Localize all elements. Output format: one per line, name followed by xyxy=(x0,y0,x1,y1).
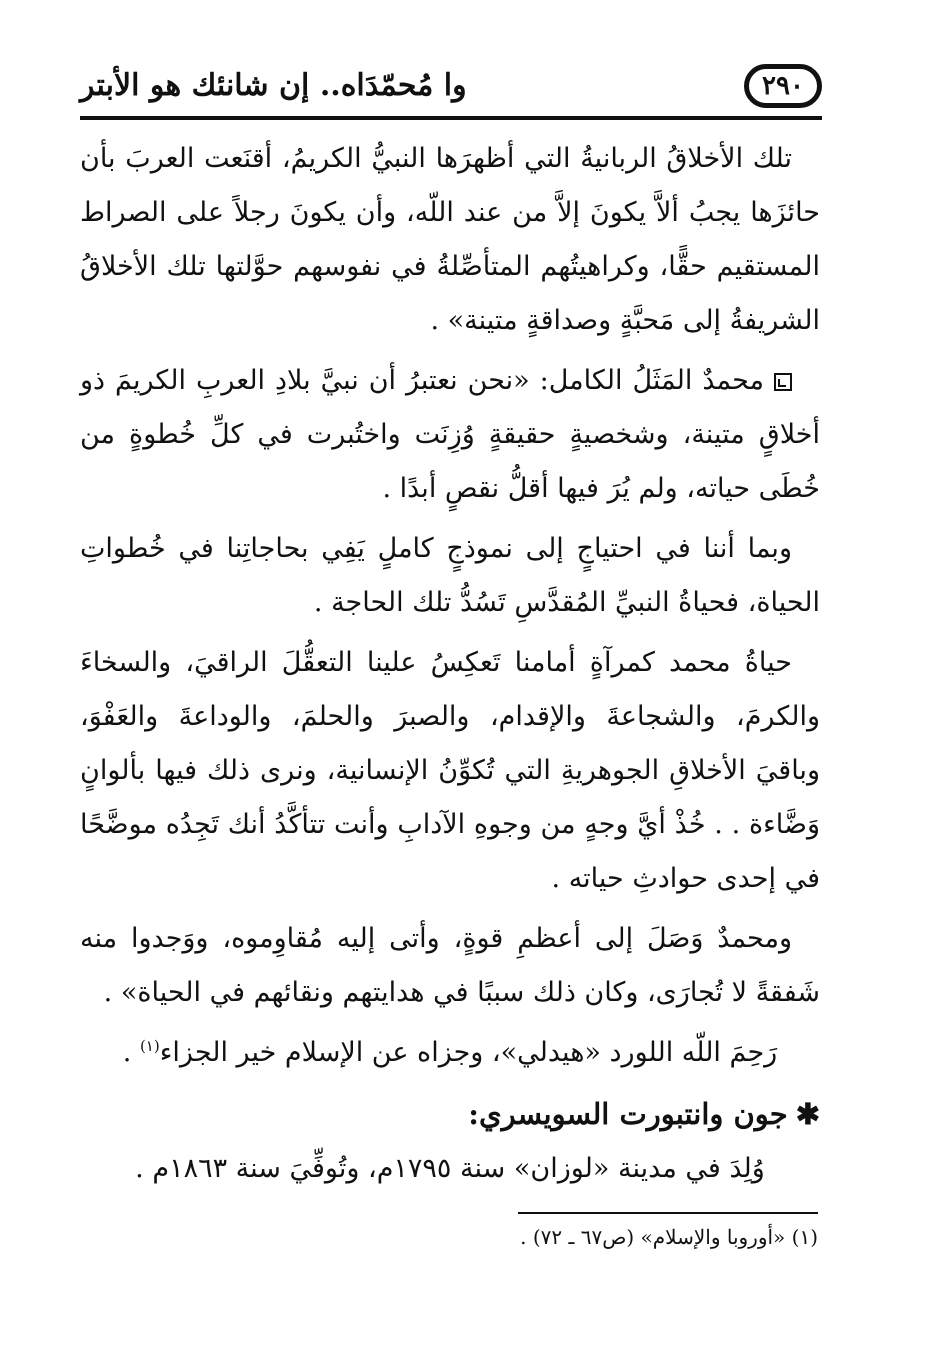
header-rule xyxy=(80,116,822,120)
closing-line xyxy=(80,1026,820,1080)
paragraph: حياةُ محمد كمرآةٍ أمامنا تَعكِسُ علينا التعقُّلَ الراقيَ، والسخاءَ والكرمَ، والشجاعةَ والإقدام، والصبرَ والحلمَ، والوداعةَ والعَفْوَ، وباقيَ الأخلاقِ الجوهريةِ التي تُكوِّنُ الإنسانية، ونرى ذلك فيها بألوانٍ وَضَّاءة . . خُذْ أيَّ وجهٍ من وجوهِ الآدابِ وأنت تتأكَّدُ أنك تَجِدُه موضَّحًا في إحدى حوادثِ حياته . xyxy=(80,647,820,894)
paragraph: ومحمدٌ وَصَلَ إلى أعظمِ قوةٍ، وأتى إليه مُقاوِموه، ووَجدوا منه شَفقةً لا تُجارَى، وكان ذلك سببًا في هدايتهم ونقائهم في الحياة» . xyxy=(80,923,820,1008)
paragraph: تلك الأخلاقُ الربانيةُ التي أظهرَها النبيُّ الكريمُ، أقنَعت العربَ بأن حائزَها يجبُ ألاَّ يكونَ إلاَّ من عند اللّه، وأن يكونَ رجلاً على الصراط المستقيم حقًّا، وكراهيتُهم المتأصِّلةُ في نفوسهم حوَّلتها تلك الأخلاقُ الشريفةُ إلى مَحبَّةٍ وصداقةٍ متينة» . xyxy=(80,143,820,336)
star-icon: ✱ xyxy=(795,1097,820,1131)
paragraph: وبما أننا في احتياجٍ إلى نموذجٍ كاملٍ يَفِي بحاجاتِنا في خُطواتِ الحياة، فحياةُ النبيِّ المُقدَّسِ تَسُدُّ تلك الحاجة . xyxy=(80,533,820,618)
closing-text: رَحِمَ اللّه اللورد «هيدلي»، وجزاه عن الإسلام خير الجزاء xyxy=(159,1037,778,1068)
section-heading-text: جون وانتبورت السويسري: xyxy=(468,1097,788,1131)
running-title: وا مُحمّدَاه.. إن شانئك هو الأبتر xyxy=(80,68,467,103)
checkbox-bullet-icon xyxy=(774,373,792,391)
paragraph-lead: محمدٌ المَثَلُ الكامل: xyxy=(539,365,764,396)
paragraph-text: «نحن نعتبرُ أن نبيَّ بلادِ العربِ الكريمَ ذو أخلاقٍ متينة، وشخصيةٍ حقيقةٍ وُزِنَت واختُبرت في كلِّ خُطوةٍ من خُطَى حياته، ولم يُرَ فيها أقلُّ نقصٍ أبدًا . xyxy=(80,365,820,504)
footnote: (١) «أوروبا والإسلام» (ص٦٧ ـ ٧٢) . xyxy=(520,1225,818,1249)
section-line: وُلِدَ في مدينة «لوزان» سنة ١٧٩٥م، وتُوفِّيَ سنة ١٨٦٣م . xyxy=(135,1153,765,1184)
footnote-ref: (١) xyxy=(139,1037,160,1055)
page-header xyxy=(80,62,822,118)
section-heading xyxy=(80,1086,820,1142)
page-number: ٢٩٠ xyxy=(744,64,822,108)
closing-end: . xyxy=(122,1037,140,1068)
page-body xyxy=(80,132,820,1202)
footnote-rule xyxy=(518,1212,818,1214)
paragraph xyxy=(80,354,820,516)
